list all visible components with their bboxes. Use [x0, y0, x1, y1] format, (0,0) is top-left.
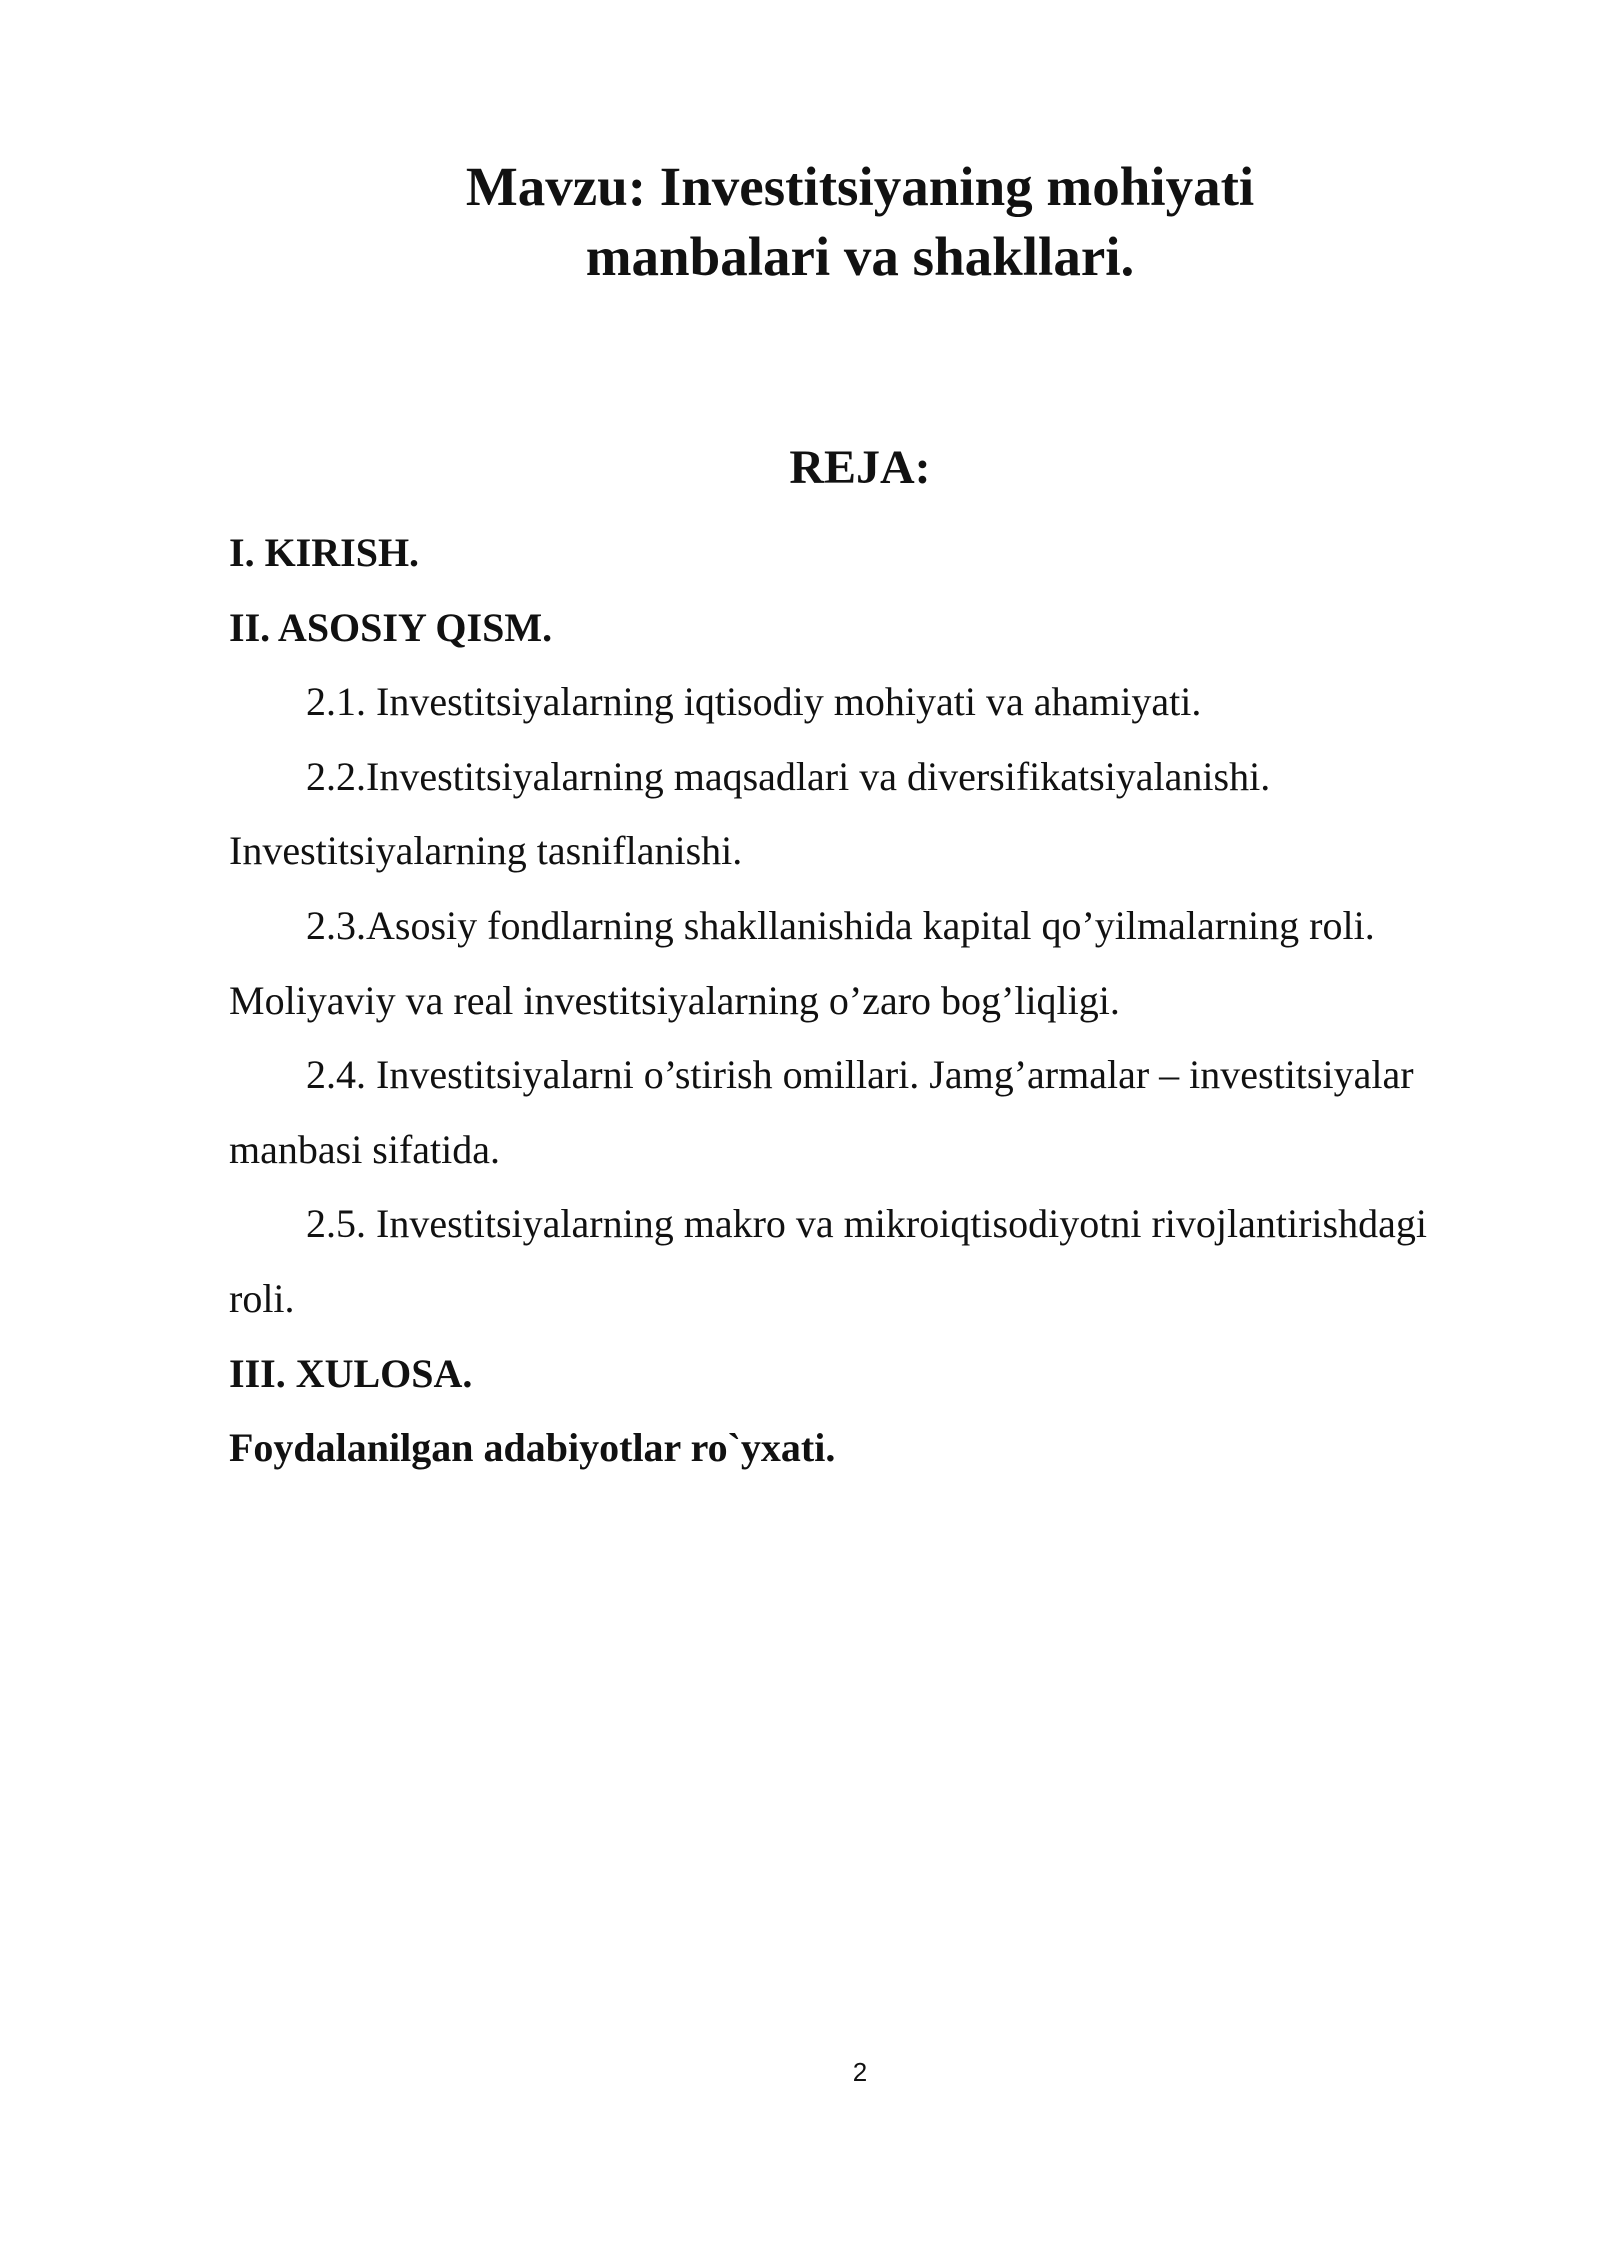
title-line-1: Mavzu: Investitsiyaning mohiyati [465, 156, 1255, 217]
plan-item-2-1: 2.1. Investitsiyalarning iqtisodiy mohiyati va ahamiyati. [306, 679, 1202, 725]
plan-item-2-5: 2.5. Investitsiyalarning makro va mikroiqtisodiyotni rivojlantirishdagi roli. [229, 1201, 1427, 1321]
plan-item-2-3: 2.3.Asosiy fondlarning shakllanishida kapital qo’yilmalarning roli. Moliyaviy va real investitsiyalarning o’zaro bog’liqligi. [229, 902, 1375, 1023]
plan-item-conclusion: III. XULOSA. [229, 1350, 473, 1396]
plan-item-introduction: I. KIRISH. [229, 530, 420, 575]
plan-list [229, 516, 1479, 1486]
plan-item-main-part: II. ASOSIY QISM. [229, 604, 553, 650]
plan-item-references: Foydalanilgan adabiyotlar ro`yxati. [229, 1425, 836, 1471]
document-title [0, 152, 1600, 292]
plan-item-2-4: 2.4. Investitsiyalarni o’stirish omillari. Jamg’armalar – investitsiyalar manbasi sifatida. [229, 1052, 1414, 1172]
plan-item-2-2: 2.2.Investitsiyalarning maqsadlari va diversifikatsiyalanishi. Investitsiyalarning tasniflanishi. [229, 753, 1271, 874]
page-number: 2 [852, 2057, 868, 2087]
title-line-2: manbalari va shakllari. [585, 226, 1135, 287]
plan-heading: REJA: [789, 441, 931, 494]
